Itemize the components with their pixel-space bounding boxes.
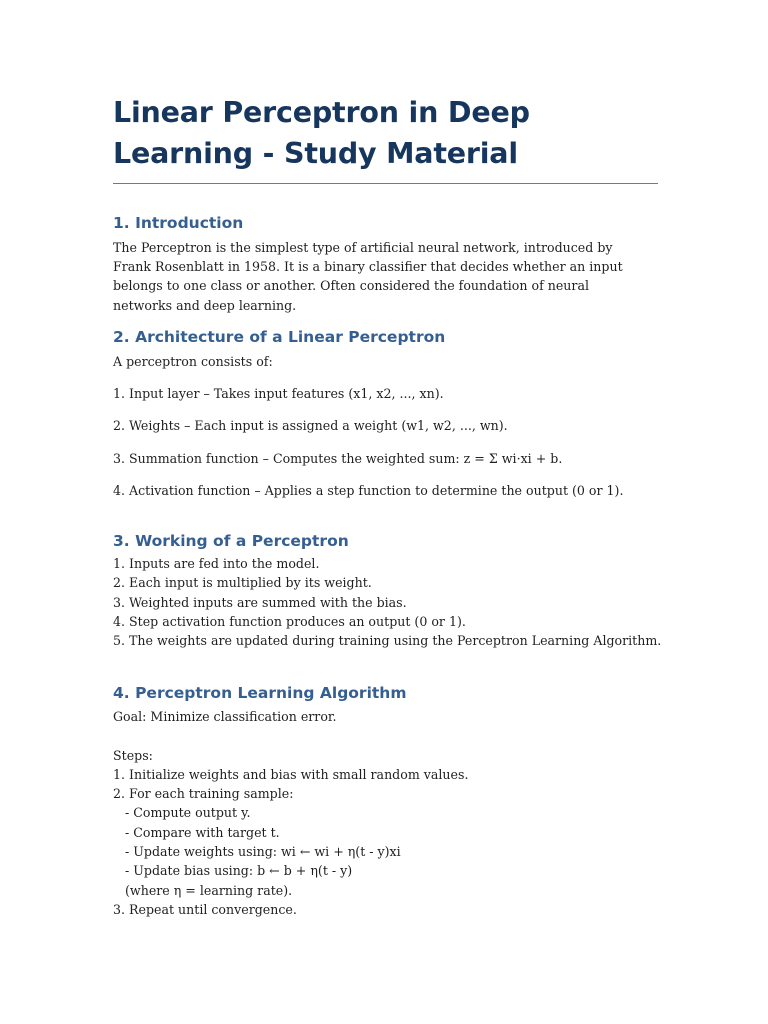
list-item: 1. Initialize weights and bias with small random values.	[113, 766, 469, 782]
list-item: 2. Weights – Each input is assigned a weight (w1, w2, ..., wn).	[113, 418, 508, 434]
page-title: Linear Perceptron in Deep Learning - Study Material	[113, 92, 658, 184]
list-item: 4. Activation function – Applies a step function to determine the output (0 or 1).	[113, 482, 624, 498]
section-heading: 2. Architecture of a Linear Perceptron	[113, 328, 446, 346]
list-item: 2. Each input is multiplied by its weight.	[113, 575, 372, 591]
list-item: - Compare with target t.	[113, 824, 280, 840]
goal-text: Goal: Minimize classification error.	[113, 709, 337, 724]
section-heading: 4. Perceptron Learning Algorithm	[113, 684, 407, 702]
list-item: - Update weights using: wi ← wi + η(t - y)xi	[113, 844, 401, 860]
section-working	[113, 531, 662, 650]
section-algorithm	[113, 683, 658, 919]
list-item: 3. Summation function – Computes the weighted sum: z = Σ wi·xi + b.	[113, 450, 563, 466]
intro-paragraph: The Perceptron is the simplest type of artificial neural network, introduced by Frank Rosenblatt in 1958. It is a binary classifier that decides whether an input belongs to one class or another. Often considered the foundation of neural networks and deep learning.	[113, 240, 623, 313]
list-item: 2. For each training sample:	[113, 786, 294, 802]
list-item: 5. The weights are updated during training using the Perceptron Learning Algorithm.	[113, 633, 662, 649]
architecture-lead: A perceptron consists of:	[113, 354, 273, 369]
list-item: 1. Inputs are fed into the model.	[113, 556, 320, 571]
document-page	[113, 92, 658, 184]
list-item: - Update bias using: b ← b + η(t - y)	[113, 863, 353, 879]
section-introduction	[113, 213, 658, 315]
list-item: (where η = learning rate).	[113, 882, 293, 898]
list-item: 3. Repeat until convergence.	[113, 901, 297, 917]
list-item: 4. Step activation function produces an output (0 or 1).	[113, 613, 466, 629]
blank-line	[113, 726, 658, 745]
list-item: 3. Weighted inputs are summed with the bias.	[113, 594, 407, 610]
section-heading: 1. Introduction	[113, 214, 244, 232]
section-architecture	[113, 327, 658, 500]
section-heading: 3. Working of a Perceptron	[113, 532, 349, 550]
list-item: 1. Input layer – Takes input features (x1, x2, ..., xn).	[113, 386, 444, 402]
steps-label: Steps:	[113, 747, 153, 763]
list-item: - Compute output y.	[113, 805, 251, 821]
